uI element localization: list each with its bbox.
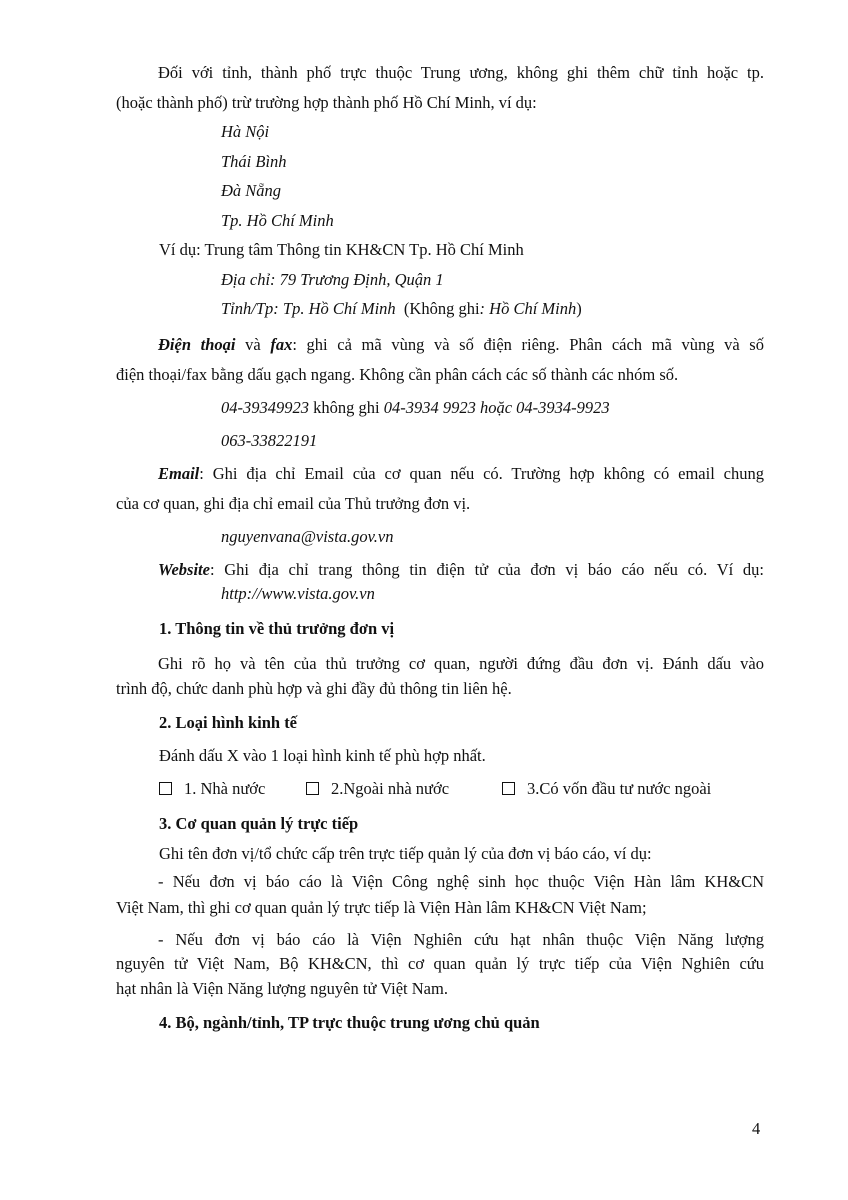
email-label: Email	[158, 464, 200, 483]
phone-text-1: : ghi cả mã vùng và số điện riêng. Phân cách mã vùng và số	[292, 335, 764, 354]
phone-example-wrong: 04-3934 9923 hoặc 04-3934-9923	[383, 398, 610, 417]
website-example: http://www.vista.gov.vn	[221, 584, 375, 603]
section-3-bullet-1-line-1: - Nếu đơn vị báo cáo là Viện Công nghệ sinh học thuộc Viện Hàn lâm KH&CN	[158, 872, 764, 891]
website-line	[158, 559, 764, 581]
province-note-value: : Hồ Chí Minh	[479, 299, 577, 318]
economic-type-option-2[interactable]	[306, 778, 449, 800]
option-2-label: 2.Ngoài nhà nước	[331, 779, 450, 798]
email-line-2: của cơ quan, ghi địa chỉ email của Thủ trưởng đơn vị.	[116, 494, 471, 513]
section-3-bullet-1-line-2: Việt Nam, thì ghi cơ quan quản lý trực tiếp là Viện Hàn lâm KH&CN Việt Nam;	[116, 898, 647, 917]
checkbox-1[interactable]	[159, 782, 172, 795]
phone-label: Điện thoại	[158, 335, 236, 354]
section-1-line-1: Ghi rõ họ và tên của thủ trưởng cơ quan, người đứng đầu đơn vị. Đánh dấu vào	[158, 654, 764, 673]
checkbox-2[interactable]	[306, 782, 319, 795]
economic-type-option-3[interactable]	[502, 778, 711, 800]
email-line-1	[158, 463, 764, 485]
phone-line-1	[158, 334, 764, 356]
example-province-1: Hà Nội	[221, 122, 270, 141]
fax-label: fax	[270, 335, 293, 354]
option-3-label: 3.Có vốn đầu tư nước ngoài	[527, 779, 712, 798]
section-3-text: Ghi tên đơn vị/tổ chức cấp trên trực tiếp quản lý của đơn vị báo cáo, ví dụ:	[159, 844, 652, 863]
phone-example-mid: không ghi	[309, 398, 384, 417]
example-province-2: Thái Bình	[221, 152, 287, 171]
section-3-bullet-2-line-3: hạt nhân là Viện Năng lượng nguyên tử Việt Nam.	[116, 979, 448, 998]
email-text-1: : Ghi địa chỉ Email của cơ quan nếu có. Trường hợp không có email chung	[199, 464, 764, 483]
phone-example-correct: 04-39349923	[221, 398, 309, 417]
website-label: Website	[158, 560, 210, 579]
option-1-label: 1. Nhà nước	[184, 779, 266, 798]
intro-line-1: Đối với tỉnh, thành phố trực thuộc Trung ương, không ghi thêm chữ tỉnh hoặc tp.	[158, 63, 764, 82]
phone-example-2: 063-33822191	[221, 431, 318, 450]
section-1-heading: 1. Thông tin về thủ trưởng đơn vị	[159, 619, 395, 638]
economic-type-option-1[interactable]	[159, 778, 265, 800]
phone-and: và	[235, 335, 271, 354]
example-province-3: Đà Nẵng	[221, 181, 282, 200]
website-text: : Ghi địa chỉ trang thông tin điện tử của đơn vị báo cáo nếu có. Ví dụ:	[209, 560, 764, 579]
province-note-suffix: )	[576, 299, 582, 318]
section-2-heading: 2. Loại hình kinh tế	[159, 713, 298, 732]
example-province-value: Tỉnh/Tp: Tp. Hồ Chí Minh	[221, 299, 396, 318]
example-address: Địa chỉ: 79 Trương Định, Quận 1	[221, 270, 444, 289]
section-3-heading: 3. Cơ quan quản lý trực tiếp	[159, 814, 359, 833]
phone-line-2: điện thoại/fax bằng dấu gạch ngang. Không cần phân cách các số thành các nhóm số.	[116, 365, 679, 384]
checkbox-3[interactable]	[502, 782, 515, 795]
example-label: Ví dụ: Trung tâm Thông tin KH&CN Tp. Hồ Chí Minh	[159, 240, 524, 259]
section-1-line-2: trình độ, chức danh phù hợp và ghi đầy đủ thông tin liên hệ.	[116, 679, 512, 698]
phone-example-1	[221, 397, 610, 419]
email-example: nguyenvana@vista.gov.vn	[221, 527, 394, 546]
section-2-text: Đánh dấu X vào 1 loại hình kinh tế phù hợp nhất.	[159, 746, 486, 765]
intro-line-2: (hoặc thành phố) trừ trường hợp thành phố Hồ Chí Minh, ví dụ:	[116, 93, 537, 112]
example-province-line	[221, 298, 582, 320]
example-province-4: Tp. Hồ Chí Minh	[221, 211, 334, 230]
section-3-bullet-2-line-2: nguyên tử Việt Nam, Bộ KH&CN, thì cơ quan quản lý trực tiếp của Viện Nghiên cứu	[116, 954, 764, 973]
section-3-bullet-2-line-1: - Nếu đơn vị báo cáo là Viện Nghiên cứu hạt nhân thuộc Viện Năng lượng	[158, 930, 764, 949]
page-number: 4	[752, 1119, 761, 1138]
province-note-prefix: (Không ghi	[403, 299, 480, 318]
section-4-heading: 4. Bộ, ngành/tỉnh, TP trực thuộc trung ương chủ quản	[159, 1013, 540, 1032]
